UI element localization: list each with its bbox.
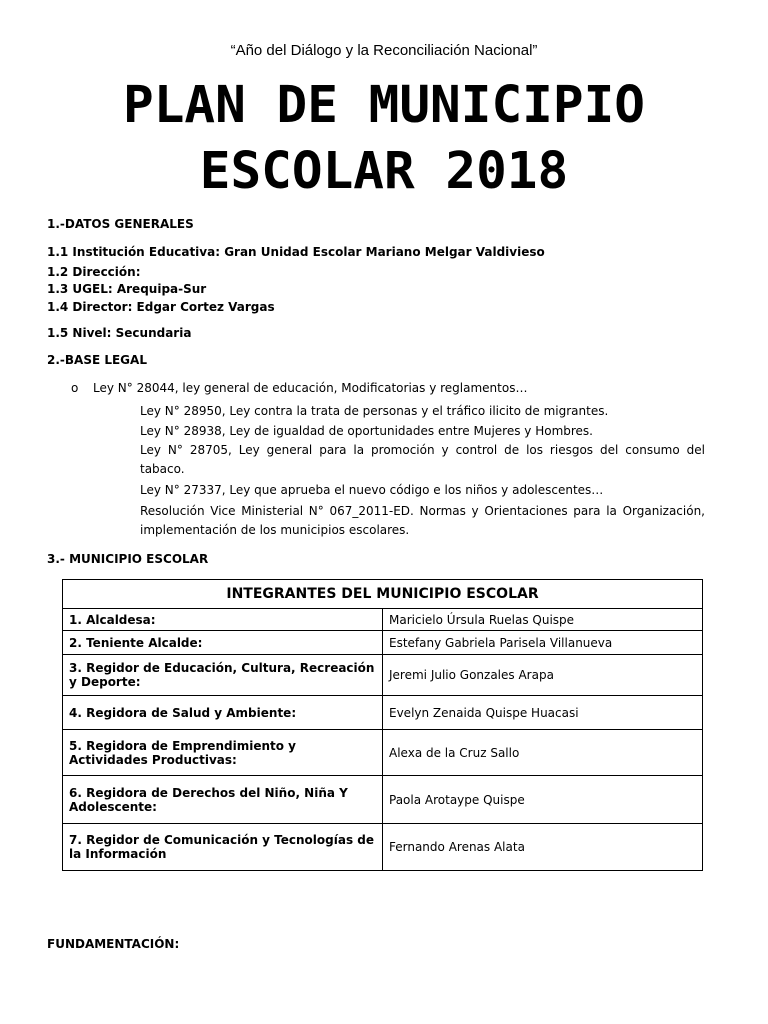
document-title-line1: PLAN DE MUNICIPIO bbox=[123, 76, 645, 135]
member-name: Jeremi Julio Gonzales Arapa bbox=[383, 655, 703, 696]
member-name: Paola Arotaype Quispe bbox=[383, 776, 703, 824]
base-legal-item-text: Ley N° 28950, Ley contra la trata de personas y el tráfico ilicito de migrantes. bbox=[140, 404, 609, 418]
member-role: 2. Teniente Alcalde: bbox=[63, 631, 383, 655]
institucion-line: 1.1 Institución Educativa: Gran Unidad Escolar Mariano Melgar Valdivieso bbox=[47, 245, 545, 259]
member-name: Maricielo Úrsula Ruelas Quispe bbox=[383, 609, 703, 631]
section-heading-base-legal: 2.-BASE LEGAL bbox=[47, 353, 147, 367]
member-name: Alexa de la Cruz Sallo bbox=[383, 730, 703, 776]
table-row bbox=[63, 696, 703, 730]
member-role: 3. Regidor de Educación, Cultura, Recreación y Deporte: bbox=[63, 655, 383, 696]
director-line: 1.4 Director: Edgar Cortez Vargas bbox=[47, 300, 275, 314]
base-legal-item bbox=[116, 422, 705, 441]
base-legal-item bbox=[116, 481, 705, 500]
municipio-members-table bbox=[62, 579, 703, 871]
member-role: 5. Regidora de Emprendimiento y Actividades Productivas: bbox=[63, 730, 383, 776]
base-legal-item bbox=[116, 441, 705, 479]
member-role: 4. Regidora de Salud y Ambiente: bbox=[63, 696, 383, 730]
table-row bbox=[63, 730, 703, 776]
base-legal-item-text: Resolución Vice Ministerial N° 067_2011-ED. Normas y Orientaciones para la Organización, implementación de los municipios escolares. bbox=[140, 504, 705, 537]
circle-bullet-icon: o bbox=[71, 381, 79, 395]
table-row bbox=[63, 776, 703, 824]
table-header: INTEGRANTES DEL MUNICIPIO ESCOLAR bbox=[63, 580, 703, 609]
table-row bbox=[63, 655, 703, 696]
nivel-line: 1.5 Nivel: Secundaria bbox=[47, 326, 192, 340]
member-role: 7. Regidor de Comunicación y Tecnologías de la Información bbox=[63, 824, 383, 871]
table-row bbox=[63, 824, 703, 871]
section-heading-fundamentacion: FUNDAMENTACIÓN: bbox=[47, 937, 180, 951]
base-legal-item-text: Ley N° 27337, Ley que aprueba el nuevo código e los niños y adolescentes… bbox=[140, 483, 604, 497]
direccion-line: 1.2 Dirección: bbox=[47, 265, 141, 279]
base-legal-item-text: Ley N° 28705, Ley general para la promoción y control de los riesgos del consumo del tabaco. bbox=[140, 443, 705, 476]
base-legal-main-text: Ley N° 28044, ley general de educación, Modificatorias y reglamentos… bbox=[93, 381, 528, 395]
document-motto: “Año del Diálogo y la Reconciliación Nacional” bbox=[230, 42, 538, 59]
base-legal-item-text: Ley N° 28938, Ley de igualdad de oportunidades entre Mujeres y Hombres. bbox=[140, 424, 593, 438]
base-legal-item bbox=[116, 402, 705, 421]
table-row bbox=[63, 609, 703, 631]
member-name: Fernando Arenas Alata bbox=[383, 824, 703, 871]
table-row bbox=[63, 631, 703, 655]
ugel-line: 1.3 UGEL: Arequipa-Sur bbox=[47, 282, 207, 296]
member-role: 1. Alcaldesa: bbox=[63, 609, 383, 631]
member-role: 6. Regidora de Derechos del Niño, Niña Y Adolescente: bbox=[63, 776, 383, 824]
member-name: Estefany Gabriela Parisela Villanueva bbox=[383, 631, 703, 655]
member-name: Evelyn Zenaida Quispe Huacasi bbox=[383, 696, 703, 730]
base-legal-item bbox=[116, 502, 705, 540]
section-heading-municipio-escolar: 3.- MUNICIPIO ESCOLAR bbox=[47, 552, 209, 566]
base-legal-main-item bbox=[71, 381, 527, 395]
section-heading-datos-generales: 1.-DATOS GENERALES bbox=[47, 217, 194, 231]
document-title-line2: ESCOLAR 2018 bbox=[199, 142, 569, 201]
